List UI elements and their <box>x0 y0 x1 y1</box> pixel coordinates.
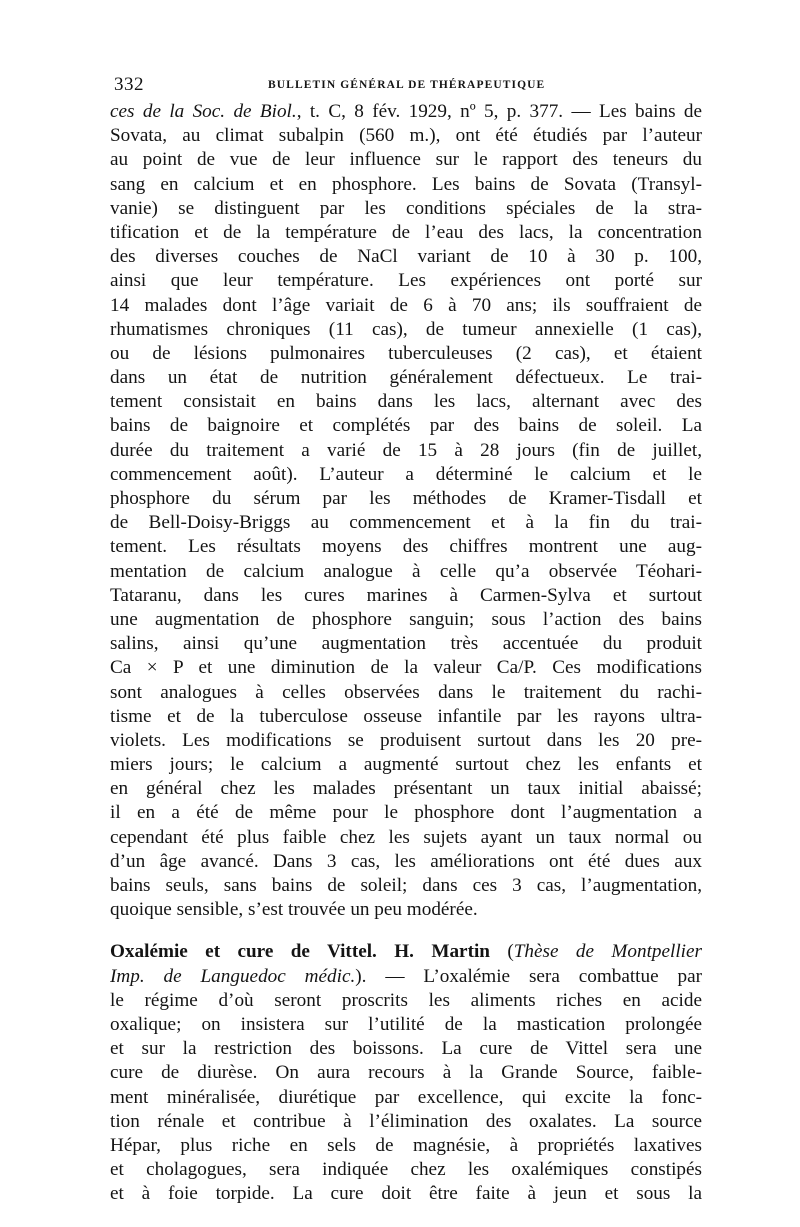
text-segment: tion rénale et contribue à l’élimination des oxalates. La source <box>110 1110 702 1132</box>
text-line <box>110 681 702 705</box>
text-line <box>110 826 702 850</box>
text-segment: bains de baignoire et complétés par des bains de soleil. La <box>110 415 702 437</box>
text-segment: 14 malades dont l’âge variait de 6 à 70 ans; ils souffraient de <box>110 294 702 316</box>
document-page <box>110 62 702 1206</box>
text-line <box>110 753 702 777</box>
text-line <box>110 656 702 680</box>
text-segment: tisme et de la tuberculose osseuse infantile par les rayons ultra- <box>110 705 702 727</box>
text-line <box>110 1182 702 1206</box>
text-line <box>110 874 702 898</box>
text-segment: commencement août). L’auteur a déterminé le calcium et le <box>110 463 702 485</box>
text-line <box>110 560 702 584</box>
text-line <box>110 1086 702 1110</box>
text-line <box>110 487 702 511</box>
text-segment: sang en calcium et en phosphore. Les bains de Sovata (Transyl- <box>110 173 702 195</box>
running-title: BULLETIN GÉNÉRAL DE THÉRAPEUTIQUE <box>268 79 546 91</box>
text-line <box>110 342 702 366</box>
text-line <box>110 173 702 197</box>
text-line <box>110 898 702 922</box>
text-line <box>110 1110 702 1134</box>
text-segment: , t. C, 8 fév. 1929, nº 5, p. 377. — Les bains de <box>296 101 702 122</box>
text-line <box>110 632 702 656</box>
text-segment: salins, ainsi qu’une augmentation très accentuée du produit <box>110 633 702 655</box>
text-line <box>110 1037 702 1061</box>
text-segment: au point de vue de leur influence sur le rapport des teneurs du <box>110 149 702 171</box>
text-line <box>110 584 702 608</box>
text-line <box>110 390 702 414</box>
text-segment: d’un âge avancé. Dans 3 cas, les améliorations ont été dues aux <box>110 850 702 872</box>
text-segment: miers jours; le calcium a augmenté surtout chez les enfants et <box>110 754 702 776</box>
text-segment: le régime d’où seront proscrits les aliments riches en acide <box>110 989 702 1011</box>
text-segment: durée du traitement a varié de 15 à 28 jours (fin de juillet, <box>110 439 702 461</box>
text-segment: et cholagogues, sera indiquée chez les oxalémiques constipés <box>110 1159 702 1181</box>
text-segment: et à foie torpide. La cure doit être faite à jeun et sous la <box>110 1183 702 1205</box>
text-line <box>110 463 702 487</box>
abstract-title: Oxalémie et cure de Vittel. H. Martin <box>110 941 490 963</box>
text-line <box>110 801 702 825</box>
text-segment: des diverses couches de NaCl variant de 10 à 30 p. 100, <box>110 246 702 268</box>
text-segment: ainsi que leur température. Les expériences ont porté sur <box>110 270 702 292</box>
text-line <box>110 777 702 801</box>
text-line <box>110 1061 702 1085</box>
text-line <box>110 414 702 438</box>
text-segment: tification et de la température de l’eau des lacs, la concentration <box>110 221 702 243</box>
text-segment: Sovata, au climat subalpin (560 m.), ont été étudiés par l’auteur <box>110 125 702 147</box>
text-line <box>110 245 702 269</box>
text-segment: il en a été de même pour le phosphore dont l’augmentation a <box>110 802 702 824</box>
text-segment: quoique sensible, s’est trouvée un peu modérée. <box>110 899 478 921</box>
text-segment: dans un état de nutrition généralement défectueux. Le trai- <box>110 367 702 389</box>
text-line <box>110 535 702 559</box>
text-segment: ou de lésions pulmonaires tuberculeuses (2 cas), et étaient <box>110 342 702 364</box>
page-number: 332 <box>114 74 144 95</box>
text-line <box>110 439 702 463</box>
text-segment: oxalique; on insistera sur l’utilité de la mastication prolongée <box>110 1013 702 1035</box>
text-line <box>110 197 702 221</box>
text-segment: tement. Les résultats moyens des chiffres montrent une aug- <box>110 536 702 558</box>
text-segment: cependant été plus faible chez les sujets ayant un taux normal ou <box>110 826 702 848</box>
text-line <box>110 1134 702 1158</box>
text-segment: ment minéralisée, diurétique par excellence, qui excite la fonc- <box>110 1086 702 1108</box>
section-gap <box>110 922 702 936</box>
text-segment: cure de diurèse. On aura recours à la Grande Source, faible- <box>110 1062 702 1084</box>
text-line <box>110 511 702 535</box>
text-segment: Tataranu, dans les cures marines à Carmen-Sylva et surtout <box>110 584 702 606</box>
text-segment: sont analogues à celles observées dans le traitement du rachi- <box>110 681 702 703</box>
text-line <box>110 608 702 632</box>
text-segment: et sur la restriction des boissons. La cure de Vittel sera une <box>110 1038 702 1060</box>
text-segment: Ca × P et une diminution de la valeur Ca/P. Ces modifications <box>110 657 702 679</box>
text-segment: rhumatismes chroniques (11 cas), de tumeur annexielle (1 cas), <box>110 318 702 340</box>
text-line <box>110 1158 702 1182</box>
text-line <box>110 965 702 989</box>
text-segment: ). — L’oxalémie sera combattue par <box>355 965 702 987</box>
italic-text: Thèse de Montpellier <box>513 941 702 963</box>
text-line <box>110 1013 702 1037</box>
text-segment: vanie) se distinguent par les conditions spéciales de la stra- <box>110 197 702 219</box>
text-segment: mentation de calcium analogue à celle qu’a observée Téohari- <box>110 560 702 582</box>
running-header <box>110 62 702 96</box>
text-line <box>110 729 702 753</box>
text-segment: Hépar, plus riche en sels de magnésie, à propriétés laxatives <box>110 1134 702 1156</box>
text-segment: bains seuls, sans bains de soleil; dans ces 3 cas, l’augmentation, <box>110 875 702 896</box>
text-line <box>110 294 702 318</box>
text-segment: une augmentation de phosphore sanguin; sous l’action des bains <box>110 608 702 630</box>
text-line <box>110 366 702 390</box>
text-segment: violets. Les modifications se produisent surtout dans les 20 pre- <box>110 729 702 751</box>
text-segment: ( <box>489 941 514 963</box>
text-segment: en général chez les malades présentant un taux initial abaissé; <box>110 778 702 800</box>
text-line <box>110 221 702 245</box>
text-segment: phosphore du sérum par les méthodes de Kramer-Tisdall et <box>110 488 702 509</box>
italic-text: ces de la Soc. de Biol. <box>110 101 297 122</box>
text-line <box>110 318 702 342</box>
text-line <box>110 148 702 172</box>
text-line <box>110 269 702 293</box>
text-line <box>110 705 702 729</box>
text-line <box>110 989 702 1013</box>
text-line <box>110 124 702 148</box>
text-segment: de Bell-Doisy-Briggs au commencement et à la fin du trai- <box>110 512 702 534</box>
text-segment: tement consistait en bains dans les lacs, alternant avec des <box>110 391 702 413</box>
text-line <box>110 850 702 874</box>
abstract-vittel <box>110 940 702 1206</box>
text-line <box>110 940 702 964</box>
text-line <box>110 100 702 124</box>
italic-text: Imp. de Languedoc médic. <box>110 965 356 987</box>
abstract-sovata <box>110 100 702 922</box>
